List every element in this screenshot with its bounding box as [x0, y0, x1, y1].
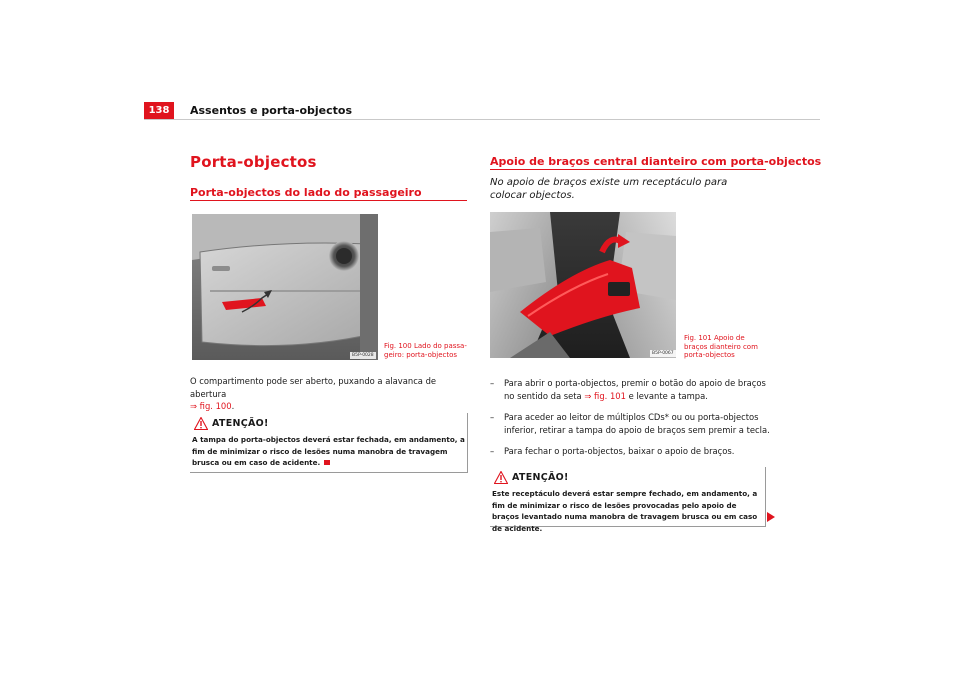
figure-caption: Fig. 100 Lado do passa-geiro: porta-objectos — [384, 342, 467, 359]
body-text: O compartimento pode ser aberto, puxando a alavanca de abertura — [190, 376, 437, 399]
warning-triangle-icon — [194, 417, 208, 430]
continue-arrow-icon — [766, 511, 776, 523]
figure-code: B5P-0067 — [652, 351, 674, 356]
step-item — [490, 411, 770, 436]
figure-glovebox — [192, 214, 378, 360]
figure-caption: Fig. 101 Apoio de braços dianteiro com porta-objectos — [684, 334, 758, 359]
step-item — [490, 445, 770, 458]
warning-text: Este receptáculo deverá estar sempre fechado, em andamento, a fim de minimizar o risco de lesões provocadas pelo apoio de braços levantado numa manobra de travagem brusca ou em caso de acidente. — [492, 489, 758, 533]
right-subhead: Apoio de braços central dianteiro com porta-objectos — [490, 155, 822, 168]
armrest-illustration — [490, 212, 676, 358]
warning-triangle-icon — [494, 471, 508, 484]
step-text: Para abrir o porta-objectos, premir o botão do apoio de braços no sentido da seta — [504, 378, 766, 401]
warning-box — [190, 413, 468, 473]
left-body-text — [190, 375, 468, 413]
glovebox-illustration — [192, 214, 378, 360]
header-rule — [144, 119, 820, 120]
warning-text: A tampa do porta-objectos deverá estar fechada, em andamento, a fim de minimizar o risco de lesões numa manobra de travagem brusca ou em caso de acidente. — [192, 435, 465, 468]
figure-code: B5P-0028 — [352, 353, 374, 358]
warning-title: ATENÇÃO! — [212, 418, 269, 429]
warning-box — [490, 467, 766, 533]
step-text: Para aceder ao leitor de múltiplos CDs* ou ou porta-objectos inferior, retirar a tampa do apoio de braços sem premir a tecla. — [504, 412, 770, 435]
steps-list — [490, 377, 770, 467]
body-text-end: . — [231, 401, 235, 411]
step-item — [490, 377, 770, 402]
step-dash: – — [490, 446, 495, 456]
step-text-end: e levante a tampa. — [628, 390, 708, 401]
intro-text: No apoio de braços existe um receptáculo para colocar objectos. — [490, 177, 728, 201]
warning-title: ATENÇÃO! — [512, 472, 569, 483]
step-dash: – — [490, 378, 495, 388]
figure-reference-link[interactable]: ⇒ fig. 101 — [584, 390, 626, 401]
left-subhead-rule — [190, 200, 467, 201]
section-title: Porta-objectos — [190, 153, 317, 171]
step-text: Para fechar o porta-objectos, baixar o apoio de braços. — [504, 446, 735, 456]
left-subhead: Porta-objectos do lado do passageiro — [190, 186, 422, 199]
section-end-icon — [324, 460, 330, 465]
warning-text-container — [192, 434, 466, 469]
figure-armrest — [490, 212, 676, 358]
right-subhead-rule — [490, 169, 766, 170]
figure-reference-link[interactable]: ⇒ fig. 100 — [190, 401, 232, 411]
running-title: Assentos e porta-objectos — [190, 104, 353, 117]
step-dash: – — [490, 412, 495, 422]
page-number: 138 — [144, 102, 174, 119]
